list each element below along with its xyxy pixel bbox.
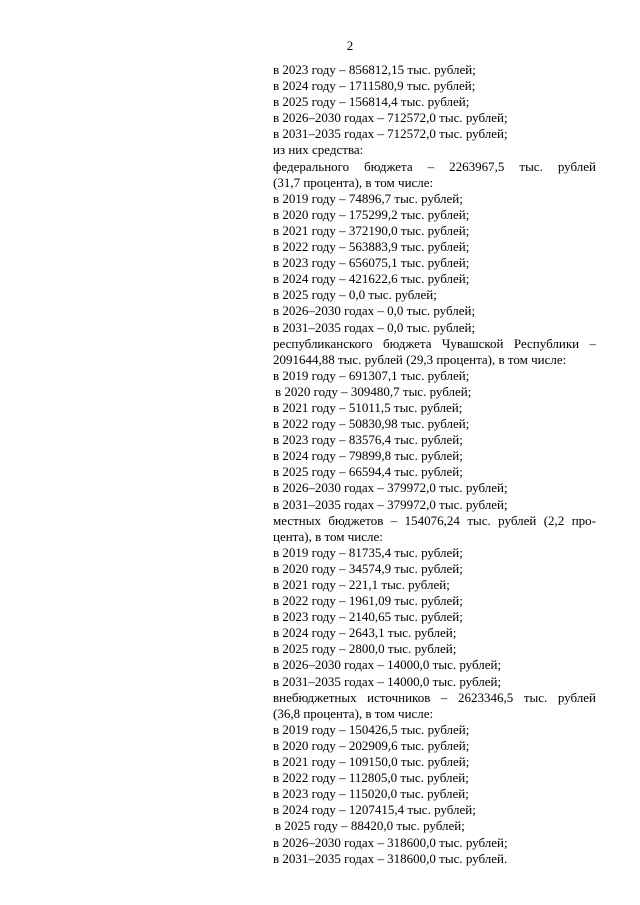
text-line: в 2022 году – 563883,9 тыс. рублей; [273,239,470,255]
text-line: в 2026–2030 годах – 379972,0 тыс. рублей; [273,480,508,496]
text-line: в 2023 году – 2140,65 тыс. рублей; [273,609,463,625]
text-line: в 2021 году – 51011,5 тыс. рублей; [273,399,463,415]
text-line: в 2023 году – 83576,4 тыс. рублей; [273,432,463,448]
text-line: (31,7 процента), в том числе: [273,174,434,190]
text-line: республиканского бюджета Чувашской Республики – [273,335,596,351]
text-line: в 2023 году – 656075,1 тыс. рублей; [273,255,470,271]
page-number: 2 [346,38,354,53]
text-line: в 2025 году – 88420,0 тыс. рублей; [275,818,465,834]
text-line: в 2022 году – 50830,98 тыс. рублей; [273,416,470,432]
text-line: в 2026–2030 годах – 318600,0 тыс. рублей; [273,834,508,850]
text-line: в 2031–2035 годах – 712572,0 тыс. рублей; [273,126,508,142]
text-line: в 2024 году – 79899,8 тыс. рублей; [273,448,463,464]
text-line: в 2026–2030 годах – 14000,0 тыс. рублей; [273,657,502,673]
text-line: (36,8 процента), в том числе: [273,705,434,721]
text-line: в 2026–2030 годах – 0,0 тыс. рублей; [273,303,476,319]
text-line: в 2020 году – 175299,2 тыс. рублей; [273,206,470,222]
text-line: местных бюджетов – 154076,24 тыс. рублей (2,2 про- [273,512,596,528]
text-line: в 2019 году – 74896,7 тыс. рублей; [273,190,463,206]
text-line: из них средства: [273,142,364,158]
text-line: в 2019 году – 150426,5 тыс. рублей; [273,721,470,737]
text-line: в 2022 году – 1961,09 тыс. рублей; [273,593,463,609]
text-line: в 2031–2035 годах – 318600,0 тыс. рублей. [273,850,508,866]
text-line: в 2023 году – 115020,0 тыс. рублей; [273,786,469,802]
text-line: цента), в том числе: [273,528,383,544]
text-line: в 2025 году – 2800,0 тыс. рублей; [273,641,457,657]
text-line: в 2031–2035 годах – 0,0 тыс. рублей; [273,319,476,335]
text-line: в 2026–2030 годах – 712572,0 тыс. рублей; [273,110,508,126]
text-line: в 2022 году – 112805,0 тыс. рублей; [273,770,469,786]
text-line: федерального бюджета – 2263967,5 тыс. рублей [273,158,596,174]
text-line: в 2024 году – 1711580,9 тыс. рублей; [273,78,476,94]
text-line: в 2020 году – 202909,6 тыс. рублей; [273,737,470,753]
document-body [273,62,596,867]
text-line: 2091644,88 тыс. рублей (29,3 процента), в том числе: [273,351,567,367]
text-line: в 2025 году – 0,0 тыс. рублей; [273,287,437,303]
text-line: в 2023 году – 856812,15 тыс. рублей; [273,62,476,77]
text-line: в 2031–2035 годах – 14000,0 тыс. рублей; [273,673,502,689]
text-line: в 2024 году – 421622,6 тыс. рублей; [273,271,470,287]
text-line: в 2024 году – 2643,1 тыс. рублей; [273,625,457,641]
text-line: в 2024 году – 1207415,4 тыс. рублей; [273,802,476,818]
text-line: в 2025 году – 66594,4 тыс. рублей; [273,464,463,480]
text-line: в 2020 году – 309480,7 тыс. рублей; [275,383,472,399]
text-line: в 2021 году – 372190,0 тыс. рублей; [273,222,470,238]
text-line: в 2019 году – 81735,4 тыс. рублей; [273,544,463,560]
text-line: внебюджетных источников – 2623346,5 тыс. рублей [273,689,596,705]
text-line: в 2021 году – 221,1 тыс. рублей; [273,577,450,592]
text-line: в 2031–2035 годах – 379972,0 тыс. рублей; [273,496,508,512]
text-line: в 2021 году – 109150,0 тыс. рублей; [273,754,470,770]
text-line: в 2019 году – 691307,1 тыс. рублей; [273,367,470,383]
text-line: в 2020 году – 34574,9 тыс. рублей; [273,560,463,576]
text-line: в 2025 году – 156814,4 тыс. рублей; [273,94,470,110]
